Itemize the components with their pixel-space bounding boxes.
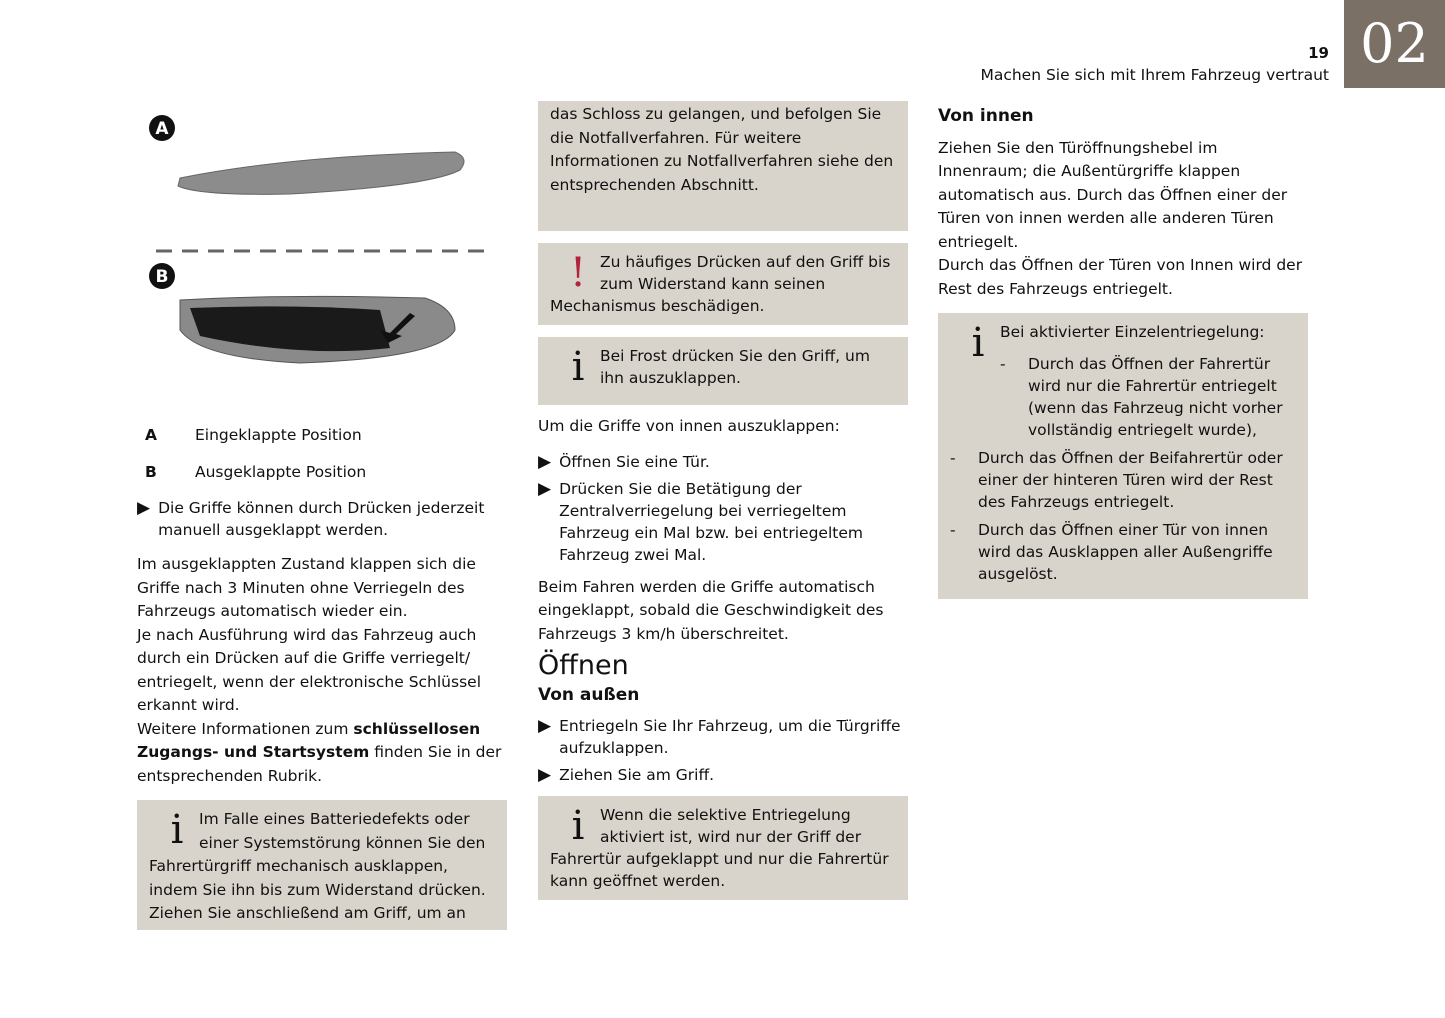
- info-box-single-unlock: i Bei aktivierter Einzelentriegelung: - Durch das Öffnen der Fahrertür wird nur die Fahrertür entriegelt (wenn das Fahrzeug nicht vorher vollständig entriegelt wurde), - Durch das Öffnen der Beifahrertür oder einer der hinteren Türen wird der Rest des Fahrzeugs entriegelt. - Durch das Öffnen einer Tür von innen wird das Ausklappen aller Außengriffe ausgelöst.: [938, 313, 1308, 599]
- info-icon: i: [571, 803, 585, 849]
- chapter-title: Machen Sie sich mit Ihrem Fahrzeug vertraut: [980, 66, 1329, 84]
- column-1: A Eingeklappte Position B Ausgeklappte Position ▶ Die Griffe können durch Drücken jederzeit manuell ausgeklappt werden. Im ausgeklappten Zustand klappen sich die Griffe nach 3 Minuten ohne Verriegeln des Fahrzeugs automatisch wieder ein. Je nach Ausführung wird das Fahrzeug auch durch ein Drücken auf die Griffe verriegelt/ entriegelt, wenn der elektronische Schlüssel erkannt wird. Weitere Informationen zum schlüssellosen Zugangs- und Startsystem finden Sie in der entsprechenden Rubrik. i Im Falle eines Batteriedefekts oder einer Systemstörung können Sie den Fahrertürgriff mechanisch ausklappen, indem Sie ihn bis zum Widerstand drücken. Ziehen Sie anschließend am Griff, um an: [137, 424, 507, 930]
- keyless-ref: Weitere Informationen zum schlüssellosen Zugangs- und Startsystem finden Sie in der entsprechenden Rubrik.: [137, 719, 502, 785]
- triangle-bullet-icon: ▶: [538, 765, 552, 785]
- info-icon: i: [571, 344, 585, 390]
- heading-von-aussen: Von außen: [538, 684, 640, 705]
- triangle-bullet-icon: ▶: [538, 716, 552, 736]
- info-box-frost: i Bei Frost drücken Sie den Griff, um ihn auszuklappen.: [538, 337, 908, 405]
- svg-text:A: A: [155, 119, 169, 139]
- triangle-bullet-icon: ▶: [538, 478, 552, 499]
- column-2: das Schloss zu gelangen, und befolgen Sie die Notfallverfahren. Für weitere Informationen zu Notfallverfahren siehe den entsprechenden Abschnitt. ! Zu häufiges Drücken auf den Griff bis zum Widerstand kann seinen Mechanismus beschädigen. i Bei Frost drücken Sie den Griff, um ihn auszuklappen. Um die Griffe von innen auszuklappen: ▶ Öffnen Sie eine Tür. ▶ Drücken Sie die Betätigung der Zentralverriegelung bei verriegeltem Fahrzeug ein Mal bzw. bei entriegeltem Fahrzeug zwei Mal. Beim Fahren werden die Griffe automatisch eingeklappt, sobald die Geschwindigkeit des Fahrzeugs 3 km/h überschreitet. Öffnen Von außen ▶ Entriegeln Sie Ihr Fahrzeug, um die Türgriffe aufzuklappen. ▶ Ziehen Sie am Griff. i Wenn die selektive Entriegelung aktiviert ist, wird nur der Griff der Fahrertür aufgeklappt und nur die Fahrertür kann geöffnet werden.: [538, 101, 908, 900]
- warning-icon: !: [569, 250, 587, 296]
- triangle-bullet-icon: ▶: [538, 451, 552, 472]
- label-a: A Eingeklappte Position: [145, 426, 362, 444]
- heading-von-innen: Von innen: [938, 106, 1034, 126]
- svg-text:B: B: [155, 267, 169, 287]
- heading-oeffnen: Öffnen: [538, 650, 629, 681]
- label-b: B Ausgeklappte Position: [145, 462, 367, 481]
- info-icon: i: [170, 807, 184, 853]
- info-box-battery: i Im Falle eines Batteriedefekts oder einer Systemstörung können Sie den Fahrertürgriff mechanisch ausklappen, indem Sie ihn bis zum Widerstand drücken. Ziehen Sie anschließend am Griff, um an: [137, 800, 507, 930]
- column-3: Von innen Ziehen Sie den Türöffnungshebel im Innenraum; die Außentürgriffe klappen automatisch aus. Durch das Öffnen einer der Türen von innen werden alle anderen Türen entriegelt. Durch das Öffnen der Türen von Innen wird der Rest des Fahrzeugs entriegelt. i Bei aktivierter Einzelentriegelung: - Durch das Öffnen der Fahrertür wird nur die Fahrertür entriegelt (wenn das Fahrzeug nicht vorher vollständig entriegelt wurde), - Durch das Öffnen der Beifahrertür oder einer der hinteren Türen wird der Rest des Fahrzeugs entriegelt. - Durch das Öffnen einer Tür von innen wird das Ausklappen aller Außengriffe ausgelöst.: [938, 101, 1308, 599]
- info-icon: i: [971, 320, 985, 366]
- chapter-badge: 02: [1344, 0, 1445, 88]
- door-handle-figure: [140, 108, 500, 378]
- dash-bullet: -: [950, 521, 956, 539]
- warning-box: ! Zu häufiges Drücken auf den Griff bis zum Widerstand kann seinen Mechanismus beschädigen.: [538, 243, 908, 325]
- info-box-continued: das Schloss zu gelangen, und befolgen Sie die Notfallverfahren. Für weitere Informationen zu Notfallverfahren siehe den entsprechenden Abschnitt.: [538, 101, 908, 231]
- triangle-bullet-icon: ▶: [137, 498, 151, 518]
- info-box-selective: i Wenn die selektive Entriegelung aktiviert ist, wird nur der Griff der Fahrertür aufgeklappt und nur die Fahrertür kann geöffnet werden.: [538, 796, 908, 900]
- page-number: 19: [1308, 44, 1329, 62]
- dash-bullet: -: [950, 449, 956, 467]
- dash-bullet: -: [1000, 355, 1006, 373]
